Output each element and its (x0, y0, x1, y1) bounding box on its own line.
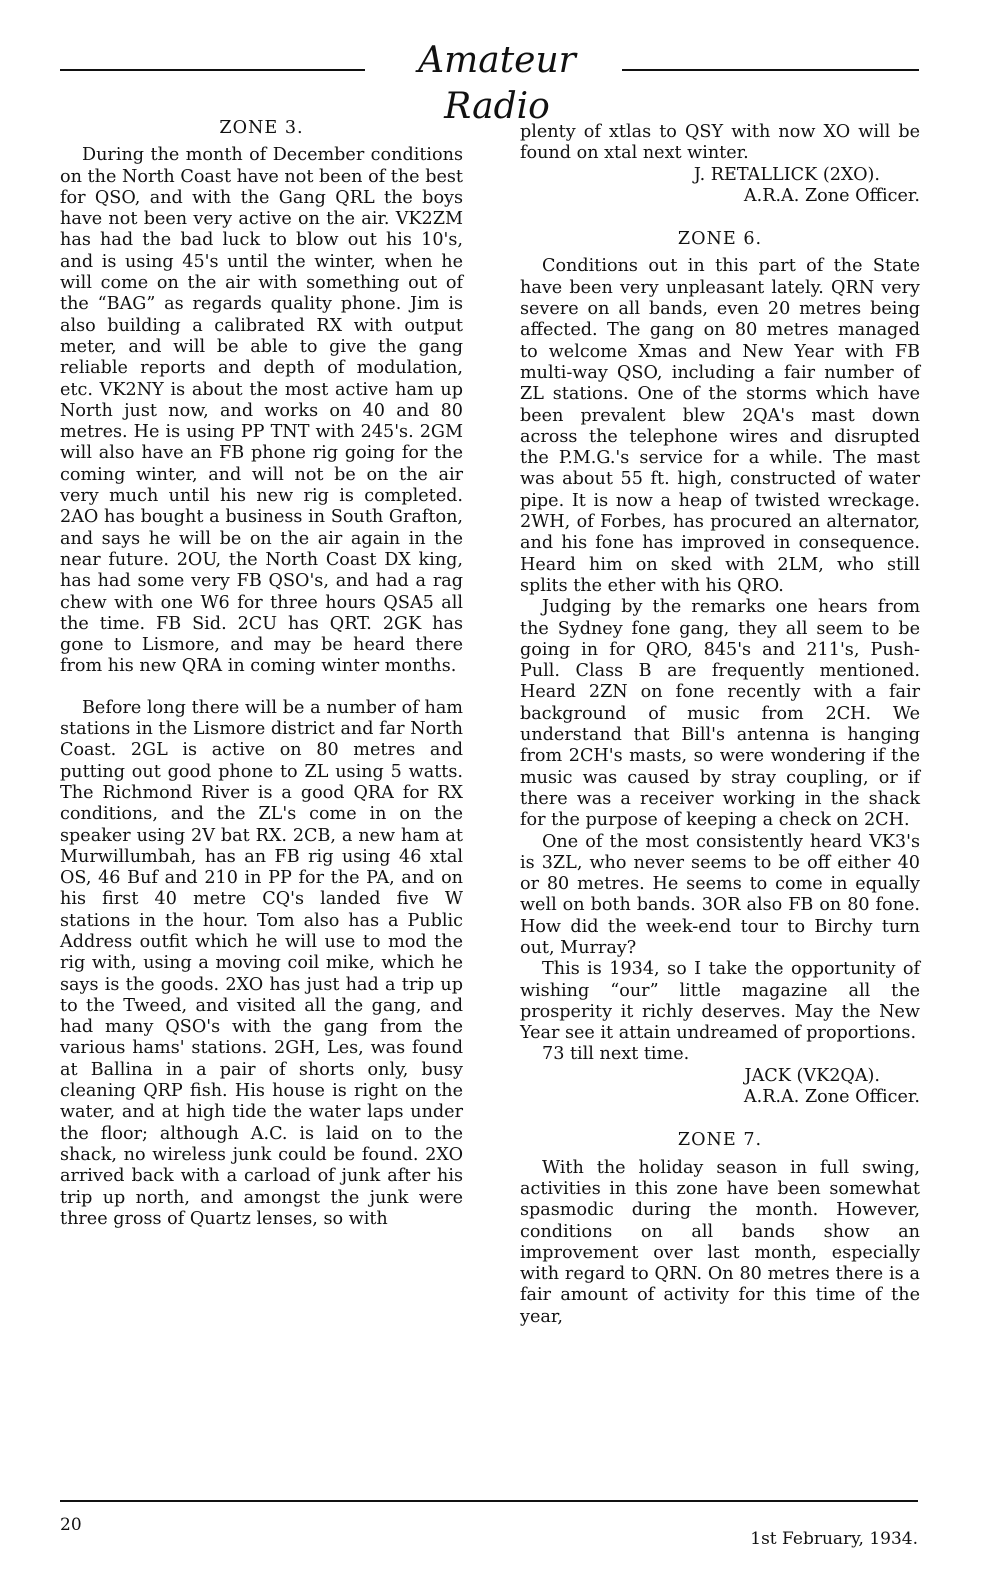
masthead-title: Amateur Radio (418, 40, 576, 127)
masthead-rule-left (60, 69, 365, 71)
zone-6-signature-name: JACK (VK2QA). (744, 1065, 880, 1086)
zone-6-paragraph: Conditions out in this part of the State have been very unpleasant lately. QRN very severe on all bands, even 20 metres being affected. The gang on 80 metres managed to welcome Xmas and New Year with FB multi-way QSO, including a fair number of ZL stations. One of the storms which have been prevalent blew 2QA's mast down across the telephone wires and disrupted the P.M.G.'s service for a while. The mast was about 55 ft. high, constructed of water pipe. It is now a heap of twisted wreckage. 2WH, of Forbes, has procured an alternator, and his fone has improved in consequence. Heard him on sked with 2LM, who still splits the ether with his QRO. (520, 256, 920, 596)
zone-3-signature-name: J. RETALLICK (2XO). (693, 164, 880, 185)
zone-6-paragraph: One of the most consistently heard VK3's is 3ZL, who never seems to be off either 40 or 80 metres. He seems to come in equally well on both bands. 3OR also FB on 80 fone. How did the week-end tour to Birchy turn out, Murray? (520, 831, 920, 958)
zone-3-continuation: plenty of xtlas to QSY with now XO will be found on xtal next winter. (520, 122, 920, 164)
zone-6-heading: ZONE 6. (677, 229, 763, 250)
zone-3-heading: ZONE 3. (219, 118, 304, 138)
zone-6-paragraph: This is 1934, so I take the opportunity of wishing “our” little magazine all the prosperity it richly deserves. May the New Year see it attain undreamed of proportions. (520, 959, 920, 1044)
footer-rule (60, 1500, 918, 1502)
left-column (60, 118, 463, 1230)
zone-6-signature-title: A.R.A. Zone Officer. (743, 1087, 920, 1108)
zone-3-signature-title: A.R.A. Zone Officer. (743, 185, 920, 206)
zone-3-paragraph: Before long there will be a number of ham stations in the Lismore district and far North Coast. 2GL is active on 80 metres and putting out good phone to ZL using 5 watts. The Richmond River is a good QRA for RX conditions, and the ZL's come in on the speaker using 2V bat RX. 2CB, a new ham at Murwillumbah, has an FB rig using 46 xtal OS, 46 Buf and 210 in PP for the PA, and on his first 40 metre CQ's landed five W stations in the hour. Tom also has a Public Address outfit which he will use to mod the rig with, using a moving coil mike, which he says is the goods. 2XO has just had a trip up to the Tweed, and visited all the gang, and had many QSO's with the gang from the various hams' stations. 2GH, Les, was found at Ballina in a pair of shorts only, busy cleaning QRP fish. His house is right on the water, and at high tide the water laps under the floor; although A.C. is laid on to the shack, no wireless junk could be found. 2XO arrived back with a carload of junk after his trip up north, and amongst the junk were three gross of Quartz lenses, so with (60, 697, 463, 1229)
zone-6-paragraph: Judging by the remarks one hears from the Sydney fone gang, they all seem to be going in for QRO, 845's and 211's, Push-Pull. Class B are frequently mentioned. Heard 2ZN on fone recently with a fair background of music from 2CH. We understand that Bill's antenna is hanging from 2CH's masts, so were wondering if the music was caused by stray coupling, or if there was a receiver working in the shack for the purpose of keeping a check on 2CH. (520, 597, 920, 831)
masthead-rule-right (622, 69, 919, 71)
zone-6-paragraph: 73 till next time. (542, 1044, 690, 1065)
page-number: 20 (60, 1515, 82, 1535)
zone-7-paragraph: With the holiday season in full swing, activities in this zone have been somewhat spasmodic during the month. However, conditions on all bands show an improvement over last month, especially with regard to QRN. On 80 metres there is a fair amount of activity for this time of the year, (520, 1157, 920, 1327)
right-column (520, 122, 920, 1328)
issue-date: 1st February, 1934. (750, 1529, 918, 1549)
zone-7-heading: ZONE 7. (677, 1130, 763, 1151)
zone-3-paragraph: During the month of December conditions on the North Coast have not been of the best for QSO, and with the Gang QRL the boys have not been very active on the air. VK2ZM has had the bad luck to blow out his 10's, and is using 45's until the winter, when he will come on the air with something out of the “BAG” as regards quality phone. Jim is also building a calibrated RX with output meter, and will be able to give the gang reliable reports and depth of modulation, etc. VK2NY is about the most active ham up North just now, and works on 40 and 80 metres. He is using PP TNT with 245's. 2GM will also have an FB phone rig going for the coming winter, and will not be on the air very much until his new rig is completed. 2AO has bought a business in South Grafton, and says he will be on the air again in the near future. 2OU, the North Coast DX king, has had some very FB QSO's, and had a rag chew with one W6 for three hours QSA5 all the time. FB Sid. 2CU has QRT. 2GK has gone to Lismore, and may be heard there from his new QRA in coming winter months. (60, 145, 463, 677)
